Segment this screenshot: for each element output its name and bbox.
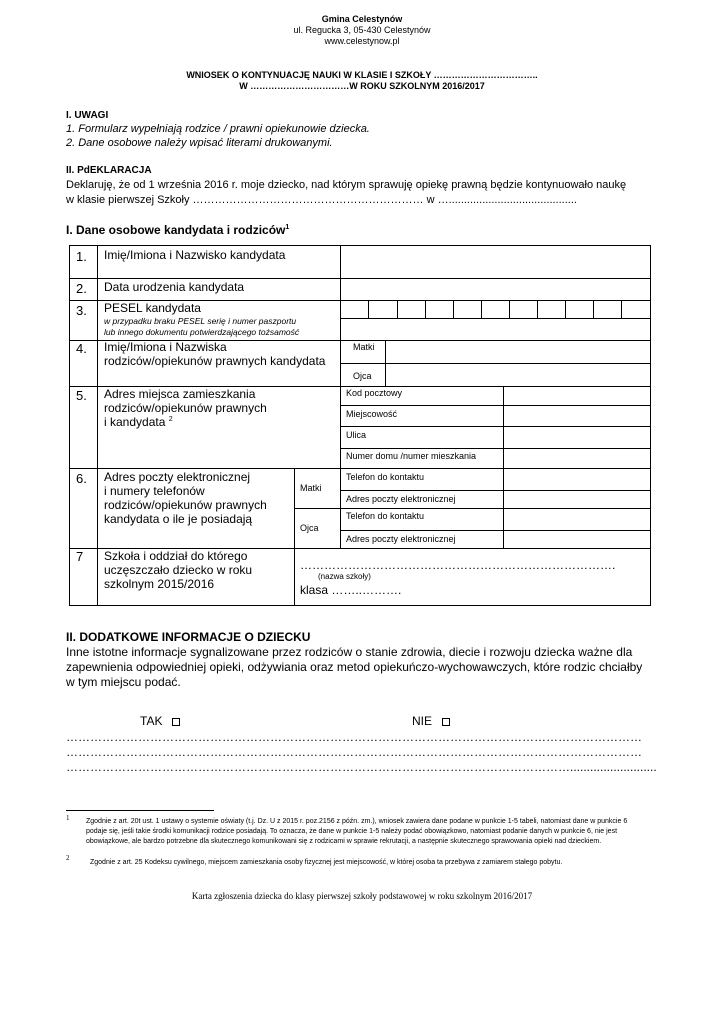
org-name: Gmina Celestynów bbox=[321, 14, 403, 24]
row-1-number: 1. bbox=[76, 249, 87, 264]
nie-label: NIE bbox=[412, 714, 433, 728]
row-7-number: 7 bbox=[76, 549, 84, 564]
notes-line-2[interactable]: ……………………………………………………………………………………………………………………………… bbox=[66, 745, 642, 759]
section1-heading: I. Dane osobowe kandydata i rodziców$^1$ bbox=[66, 223, 290, 237]
father-phone-label: Telefon do kontaktu bbox=[346, 511, 425, 521]
org-website: www.celestynow.pl bbox=[324, 36, 400, 46]
mother-name-field[interactable] bbox=[386, 341, 650, 363]
city-field[interactable] bbox=[504, 406, 650, 426]
father-email-field[interactable] bbox=[504, 531, 650, 548]
street-field[interactable] bbox=[504, 427, 650, 448]
mother-email-label: Adres poczty elektronicznej bbox=[346, 494, 456, 504]
footnote-divider bbox=[66, 810, 214, 811]
section2-text-3: w tym miejscu podać. bbox=[66, 675, 181, 689]
nie-checkbox[interactable] bbox=[442, 718, 450, 726]
row-2-number: 2. bbox=[76, 281, 87, 296]
notes-line-1[interactable]: ……………………………………………………………………………………………………………………………… bbox=[66, 730, 642, 744]
deklaracja-heading: II. PdEKLARACJA bbox=[66, 165, 152, 176]
birth-date-field[interactable] bbox=[341, 279, 650, 300]
footnote-2-mark: 2 bbox=[66, 854, 70, 862]
row-6-label-4: kandydata o ile je posiadają bbox=[104, 512, 253, 526]
row-3-label: PESEL kandydata bbox=[104, 301, 201, 315]
row-3-number: 3. bbox=[76, 303, 87, 318]
pesel-field[interactable] bbox=[341, 301, 650, 318]
deklaracja-text-1: Deklaruję, że od 1 września 2016 r. moje dziecko, nad którym sprawuję opiekę prawną będzie kontynuowało naukę bbox=[66, 179, 627, 191]
father-phone-field[interactable] bbox=[504, 509, 650, 530]
school-name-field[interactable]: ……………………………………………………………………. bbox=[300, 558, 616, 572]
row-7-label-3: szkolnym 2015/2016 bbox=[104, 577, 215, 591]
mother-phone-label: Telefon do kontaktu bbox=[346, 472, 425, 482]
footnote-2-text: Zgodnie z art. 25 Kodeksu cywilnego, miejscem zamieszkania osoby fizycznej jest miejscowość, w której osoba ta przebywa z zamiarem stałego pobytu. bbox=[90, 859, 563, 866]
row-5-label-1: Adres miejsca zamieszkania bbox=[104, 387, 256, 401]
house-number-label: Numer domu /numer mieszkania bbox=[346, 451, 477, 461]
city-label: Miejscowość bbox=[346, 409, 398, 419]
footnote-1-line-2: podaje się, jeśli takie środki komunikacji rodzice posiadają. To oznacza, że dane w punkcie 1-5 należy podać obowiązkowo, natomiast podanie danych w punkcie 6, nie jest bbox=[86, 828, 618, 835]
notes-line-3[interactable]: ……………………………………………………………………………………………………………….......................... bbox=[66, 760, 657, 774]
class-field[interactable]: klasa ……..………. bbox=[300, 583, 402, 597]
postal-code-label: Kod pocztowy bbox=[346, 388, 403, 398]
form-title-line1: WNIOSEK O KONTYNUACJĘ NAUKI W KLASIE I SZKOŁY …………………………….. bbox=[186, 70, 538, 80]
row-5-label-3: i kandydata $^2$ bbox=[104, 415, 173, 429]
page-footer: Karta zgłoszenia dziecka do klasy pierwszej szkoły podstawowej w roku szkolnym 2016/2017 bbox=[191, 891, 533, 901]
father-name-field[interactable] bbox=[386, 364, 650, 386]
footnote-1-mark: 1 bbox=[66, 814, 70, 822]
row-4-label-2: rodziców/opiekunów prawnych kandydata bbox=[104, 354, 326, 368]
row-6-label-2: i numery telefonów bbox=[104, 484, 205, 498]
section2-heading: II. DODATKOWE INFORMACJE O DZIECKU bbox=[66, 630, 311, 644]
tak-option[interactable] bbox=[140, 714, 180, 728]
uwagi-heading: I. UWAGI bbox=[66, 110, 109, 121]
row-2-label: Data urodzenia kandydata bbox=[104, 280, 245, 294]
house-number-field[interactable] bbox=[504, 449, 650, 468]
footnote-1-line-1: Zgodnie z art. 20t ust. 1 ustawy o systemie oświaty (t.j. Dz. U z 2015 r. poz.2156 z późn. zm.), wniosek zawiera dane podane w punkcie 1-5 tabeli, natomiast dane w punkcie 6 bbox=[86, 818, 628, 825]
row-5-label-2: rodziców/opiekunów prawnych bbox=[104, 401, 267, 415]
candidate-name-field[interactable] bbox=[341, 246, 650, 278]
school-name-hint: (nazwa szkoły) bbox=[318, 572, 371, 581]
row-7-label-1: Szkoła i oddział do którego bbox=[104, 549, 248, 563]
tak-checkbox[interactable] bbox=[172, 718, 180, 726]
row-6-label-3: rodziców/opiekunów prawnych bbox=[104, 498, 267, 512]
section2-text-1: Inne istotne informacje sygnalizowane przez rodziców o stanie zdrowia, diecie i rozwoju dziecka ważne dla bbox=[66, 645, 633, 659]
uwagi-item-2: 2. Dane osobowe należy wpisać literami drukowanymi. bbox=[66, 137, 333, 149]
form-title-line2: W ……………………………W ROKU SZKOLNYM 2016/2017 bbox=[239, 81, 485, 91]
row-3-note-2: lub innego dokumentu potwierdzającego tożsamość bbox=[104, 327, 300, 337]
row-6-label-1: Adres poczty elektronicznej bbox=[104, 470, 251, 484]
street-label: Ulica bbox=[346, 430, 367, 440]
row-7-label-2: uczęszczało dziecko w roku bbox=[104, 563, 253, 577]
footnote-1-line-3: obowiązkowe, ale bardzo potrzebne dla skutecznego komunikowani się z rodzicami w sprawie rekrutacji, a następnie skutecznego sprawowania opieki nad dzieckiem. bbox=[86, 838, 602, 845]
row-4-number: 4. bbox=[76, 341, 87, 356]
postal-code-field[interactable] bbox=[504, 387, 650, 405]
section2-text-2: zapewnienia odpowiedniej opieki, odżywiania oraz metod opiekuńczo-wychowawczych, które rodzic chciałby bbox=[66, 660, 643, 674]
row-4-mother-label: Matki bbox=[353, 342, 375, 352]
row-6-mother-label: Matki bbox=[300, 483, 322, 493]
row-4-father-label: Ojca bbox=[353, 371, 372, 381]
tak-label: TAK bbox=[140, 714, 163, 728]
father-email-label: Adres poczty elektronicznej bbox=[346, 534, 456, 544]
row-4-label-1: Imię/Imiona i Nazwiska bbox=[104, 340, 227, 354]
nie-option[interactable] bbox=[412, 714, 450, 728]
row-6-father-label: Ojca bbox=[300, 523, 319, 533]
row-6-number: 6. bbox=[76, 471, 87, 486]
uwagi-item-1: 1. Formularz wypełniają rodzice / prawni opiekunowie dziecka. bbox=[66, 123, 370, 135]
mother-email-field[interactable] bbox=[504, 491, 650, 508]
row-5-number: 5. bbox=[76, 388, 87, 403]
row-3-note-1: w przypadku braku PESEL serię i numer paszportu bbox=[104, 316, 297, 326]
org-address: ul. Regucka 3, 05-430 Celestynów bbox=[293, 25, 431, 35]
mother-phone-field[interactable] bbox=[504, 469, 650, 490]
row-1-label: Imię/Imiona i Nazwisko kandydata bbox=[104, 248, 286, 262]
deklaracja-text-2: w klasie pierwszej Szkoły ……………………………………………………… w ….......................................... bbox=[66, 194, 577, 206]
